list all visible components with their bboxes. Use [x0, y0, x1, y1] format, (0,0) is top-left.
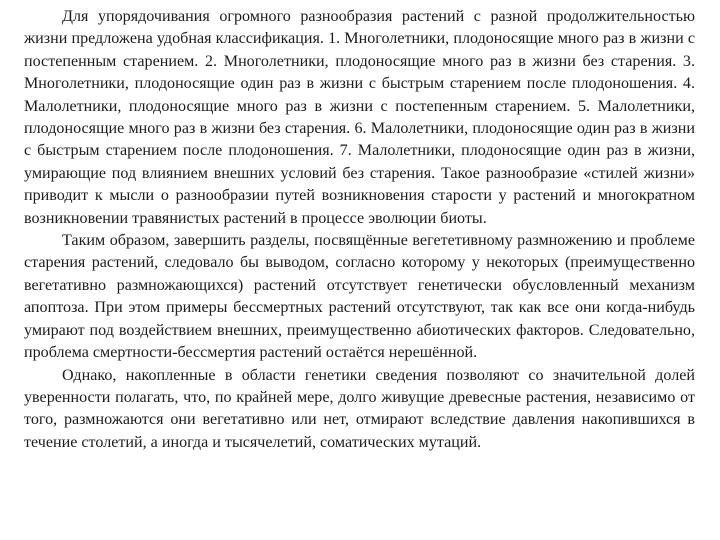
paragraph-genetics: Однако, накопленные в области генетики сведения позволяют со значительной долей уверенности полагать, что, по крайней мере, долго живущие древесные растения, независимо от того, размножаются они вегетативно или нет, отмирают вследствие давления накопившихся в течение столетий, а иногда и тысячелетий, соматических мутаций. — [24, 366, 695, 451]
paragraph-conclusion: Таким образом, завершить разделы, посвящённые вегететивному размножению и проблеме старения растений, следовало бы выводом, согласно которому у некоторых (преимущественно вегетативно размножающихся) растений отсутствует генетически обусловленный механизм апоптоза. При этом примеры бессмертных растений отсутствуют, так как все они когда-нибудь умирают под воздействием внешних, преимущественно абиотических факторов. Следовательно, проблема смертности-бессмертия растений остаётся нерешённой. — [24, 232, 695, 362]
paragraph-classification: Для упорядочивания огромного разнообразия растений с разной продолжительностью жизни предложена удобная классификация. 1. Многолетники, плодоносящие много раз в жизни с постепенным старением. 2. Многолетники, плодоносящие много раз в жизни без старения. 3. Многолетники, плодоносящие один раз в жизни с быстрым старением после плодоношения. 4. Малолетники, плодоносящие много раз в жизни с постепенным старением. 5. Малолетники, плодоносящие много раз в жизни без старения. 6. Малолетники, плодоносящие один раз в жизни с быстрым старением после плодоношения. 7. Малолетники, плодоносящие один раз в жизни, умирающие под влиянием внешних условий без старения. Такое разнообразие «стилей жизни» приводит к мысли о разнообразии путей возникновения старости у растений и многократном возникновении травянистых растений в процессе эволюции биоты. — [24, 8, 695, 227]
document-page — [24, 6, 695, 454]
